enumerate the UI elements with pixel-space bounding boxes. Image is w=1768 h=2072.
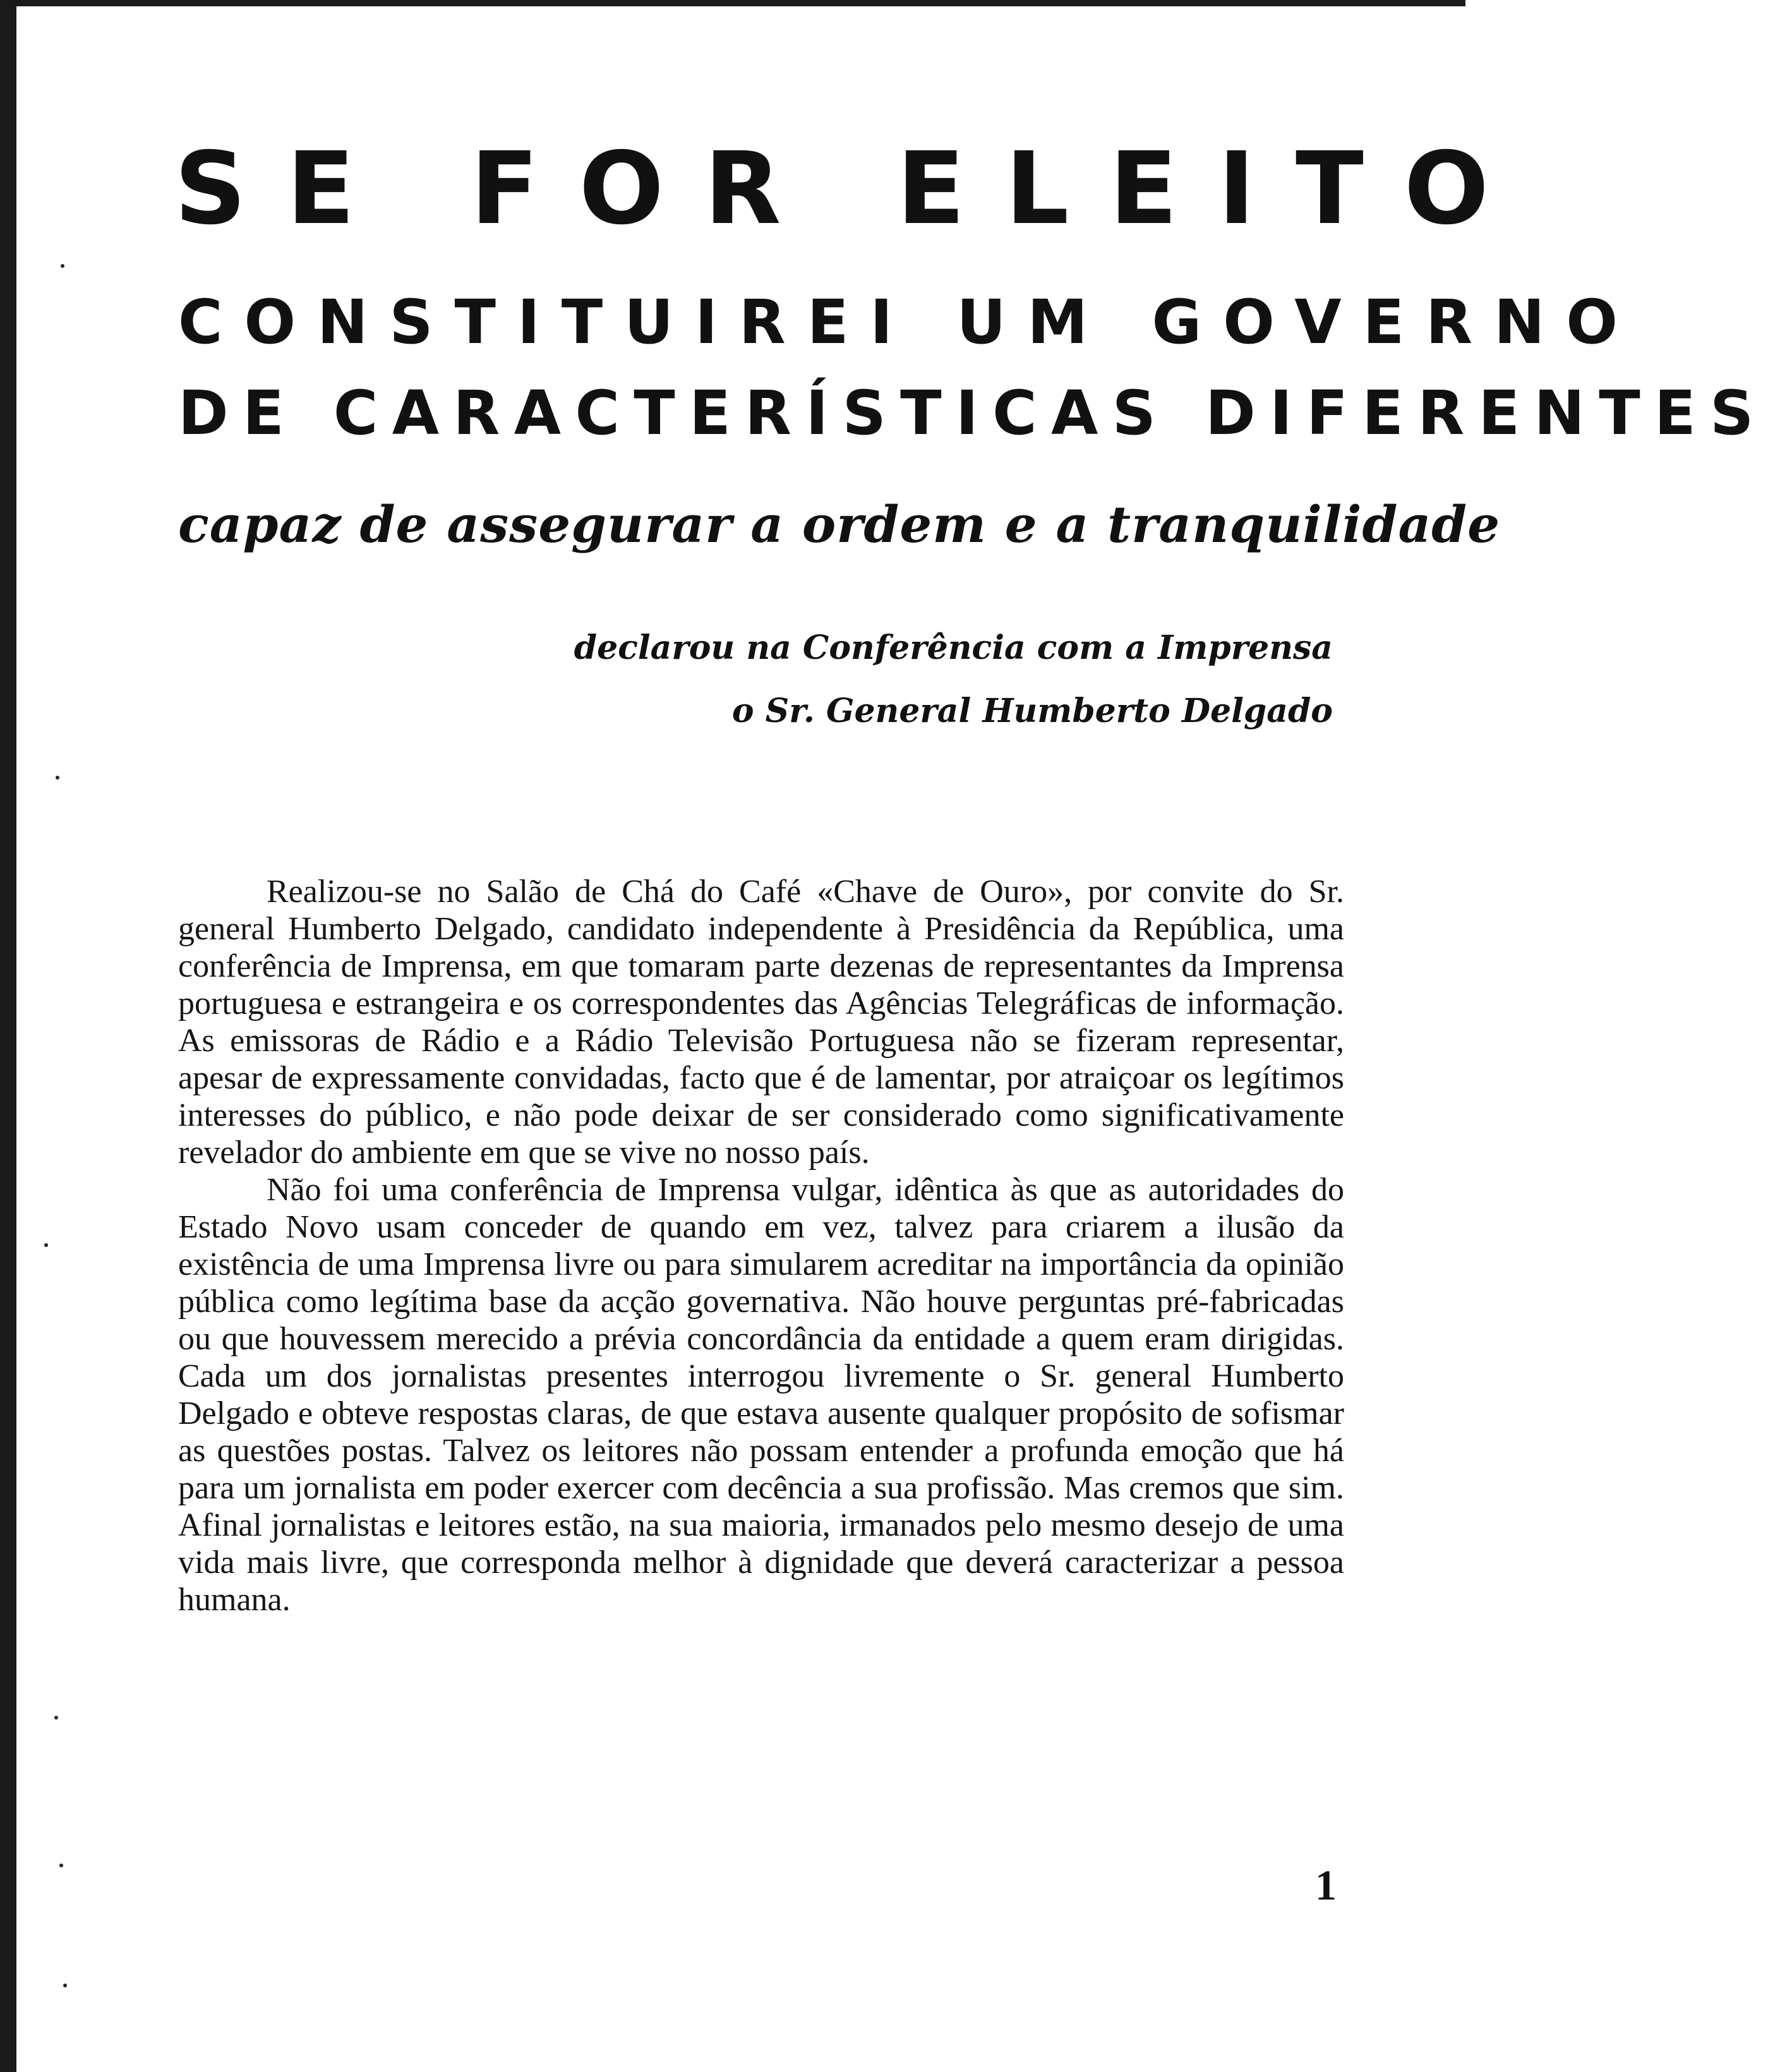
article-body: [178, 873, 1344, 1618]
scan-speck: [54, 1716, 58, 1720]
article-paragraph: Realizou-se no Salão de Chá do Café «Chave de Ouro», por convite do Sr. general Humberto Delgado, candidato independente à Presidência da República, uma conferência de Imprensa, em que tomaram parte dezenas de representantes da Imprensa portuguesa e estrangeira e os correspondentes das Agências Telegráficas de informação. As emissoras de Rádio e a Rádio Televisão Portuguesa não se fizeram representar, apesar de expressamente convidadas, facto que é de lamentar, por atraiçoar os legítimos interesses do público, e não pode deixar de ser considerado como significativamente revelador do ambiente em que se vive no nosso país.: [178, 874, 1344, 1171]
page-top-border: [0, 0, 1465, 6]
scan-speck: [56, 776, 59, 780]
attribution-line-1: declarou na Conferência com a Imprensa: [574, 629, 1333, 667]
scan-speck: [61, 264, 64, 268]
attribution-line-2: o Sr. General Humberto Delgado: [731, 692, 1333, 730]
article-paragraph: Não foi uma conferência de Imprensa vulgar, idêntica às que as autoridades do Estado Novo usam conceder de quando em vez, talvez para criarem a ilusão da existência de uma Imprensa livre ou para simularem acreditar na importância da opinião pública como legítima base da acção governativa. Não houve perguntas pré-fabricadas ou que houvessem merecido a prévia concordância da entidade a quem eram dirigidas. Cada um dos jornalistas presentes interrogou livremente o Sr. general Humberto Delgado e obteve respostas claras, de que estava ausente qualquer propósito de sofismar as questões postas. Talvez os leitores não possam entender a profunda emoção que há para um jornalista em poder exercer com decência a sua profissão. Mas cremos que sim. Afinal jornalistas e leitores estão, na sua maioria, irmanados pelo mesmo desejo de uma vida mais livre, que corresponda melhor à dignidade que deverá caracterizar a pessoa humana.: [178, 1172, 1344, 1618]
scan-speck: [44, 1243, 48, 1247]
scan-speck: [63, 1984, 67, 1987]
tagline: capaz de assegurar a ordem e a tranquilidade: [178, 495, 1501, 554]
page-left-border: [0, 6, 16, 2072]
scan-speck: [59, 1864, 63, 1867]
headline-subtitle-line-2: DE CARACTERÍSTICAS DIFERENTES: [178, 378, 1768, 449]
headline-title: SE FOR ELEITO: [174, 131, 1530, 247]
page-number: 1: [1315, 1861, 1337, 1909]
headline-subtitle-line-1: CONSTITUIREI UM GOVERNO: [178, 287, 1640, 358]
